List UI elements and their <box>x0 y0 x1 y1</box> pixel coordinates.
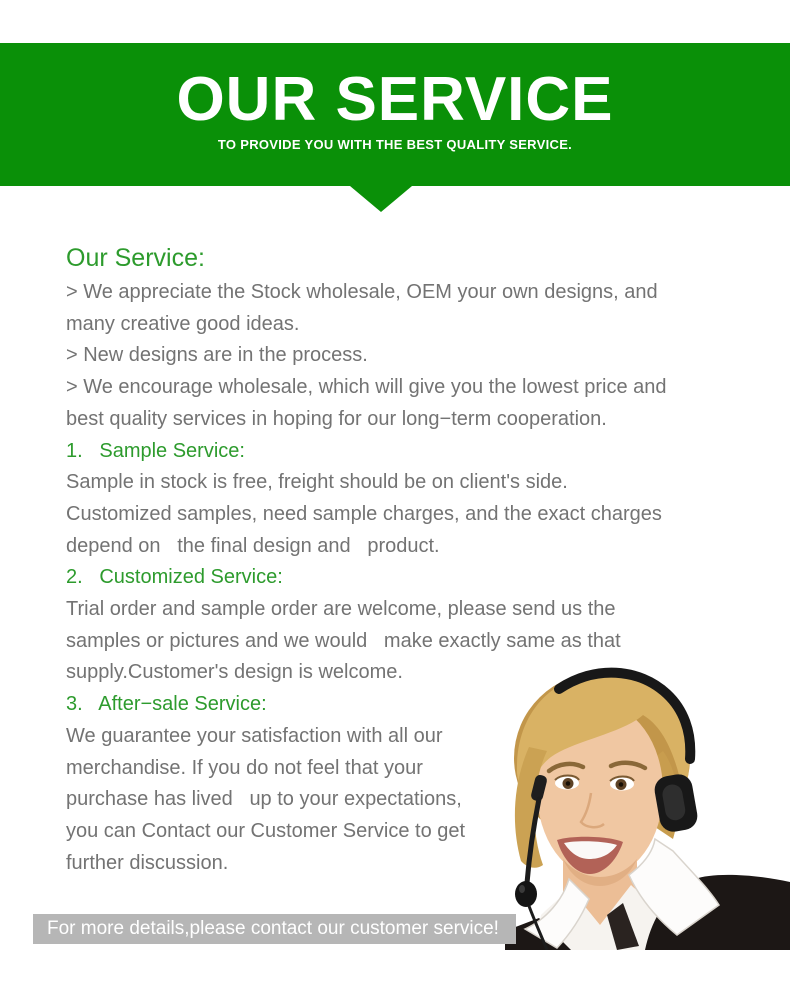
body-text-line: > We encourage wholesale, which will give you the lowest price and <box>66 376 667 399</box>
content-heading: Our Service: <box>66 244 205 272</box>
body-text-line: purchase has lived up to your expectations, <box>66 788 462 811</box>
body-text-line: Trial order and sample order are welcome, please send us the <box>66 598 616 621</box>
body-text-line: > We appreciate the Stock wholesale, OEM your own designs, and <box>66 281 658 303</box>
microphone <box>515 881 537 907</box>
body-text-line: Sample in stock is free, freight should be on client's side. <box>66 471 568 494</box>
body-text-line: We guarantee your satisfaction with all our <box>66 724 443 747</box>
banner-pointer-triangle <box>350 186 412 212</box>
body-text-line: best quality services in hoping for our long−term cooperation. <box>66 407 607 430</box>
eye-right <box>610 777 634 791</box>
footer-banner-text: For more details,please contact our customer service! <box>47 918 499 939</box>
header-banner <box>0 43 790 186</box>
body-text-line: you can Contact our Customer Service to get <box>66 819 466 842</box>
body-text-line: depend on the final design and product. <box>66 534 440 557</box>
body-text-line: samples or pictures and we would make exactly same as that <box>66 629 621 652</box>
section-heading-line: 1. Sample Service: <box>66 439 245 462</box>
body-text-line: further discussion. <box>66 851 229 874</box>
section-heading-line: 2. Customized Service: <box>66 566 283 589</box>
banner-title: OUR SERVICE <box>176 65 614 134</box>
body-text-line: supply.Customer's design is welcome. <box>66 661 403 684</box>
customer-service-agent-photo <box>505 663 790 950</box>
body-text-line: > New designs are in the process. <box>66 344 368 367</box>
body-text-line: merchandise. If you do not feel that your <box>66 756 423 779</box>
body-text-line: Customized samples, need sample charges, and the exact charges <box>66 502 662 525</box>
banner-subtitle: TO PROVIDE YOU WITH THE BEST QUALITY SERVICE. <box>217 137 573 152</box>
section-heading-line: 3. After−sale Service: <box>66 693 267 716</box>
eye-left <box>555 776 579 790</box>
microphone-highlight <box>519 885 525 893</box>
footer-banner <box>33 914 516 944</box>
body-text-line: many creative good ideas. <box>66 312 300 335</box>
